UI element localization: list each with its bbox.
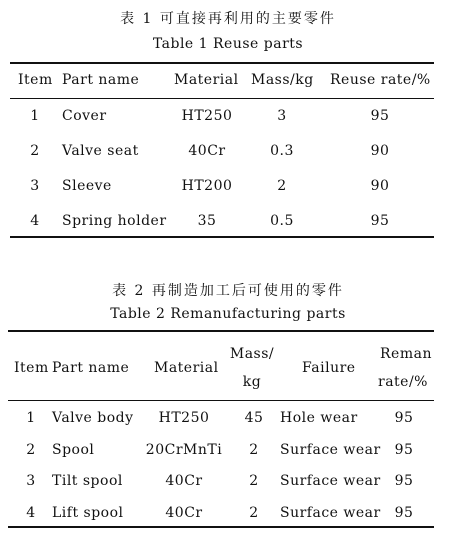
table1-row1-material: HT250 bbox=[181, 108, 233, 124]
table2-row1-part: Valve body bbox=[52, 410, 134, 426]
table1-row1-part: Cover bbox=[62, 108, 107, 124]
table2-header-material: Material bbox=[154, 360, 219, 376]
table2-row1-rate: 95 bbox=[394, 410, 414, 426]
table1-row1-mass: 3 bbox=[277, 108, 287, 124]
table1-bottom-rule bbox=[10, 236, 434, 238]
table2-caption-cn: 表 2 再制造加工后可使用的零件 bbox=[112, 283, 344, 299]
table2-row4-rate: 95 bbox=[394, 505, 414, 521]
table1-header-item: Item bbox=[18, 72, 53, 88]
table2-row1-mass: 45 bbox=[244, 410, 264, 426]
table1-row1-rate: 95 bbox=[370, 108, 390, 124]
table2-row4-mass: 2 bbox=[249, 505, 259, 521]
table1-row4-material: 35 bbox=[197, 213, 217, 229]
table2-top-rule bbox=[8, 330, 434, 332]
table1-row4-rate: 95 bbox=[370, 213, 390, 229]
table2-header-rule bbox=[8, 400, 434, 401]
table2-row3-mass: 2 bbox=[249, 473, 259, 489]
table1-header-rule bbox=[10, 98, 434, 99]
table1-row3-rate: 90 bbox=[370, 178, 390, 194]
table1-row4-part: Spring holder bbox=[62, 213, 167, 229]
table2-header-reman-line1: Reman bbox=[380, 346, 432, 362]
table1-header-reuse-rate: Reuse rate/% bbox=[330, 72, 431, 88]
table2-bottom-rule bbox=[8, 526, 434, 528]
table2-row3-part: Tilt spool bbox=[52, 473, 123, 489]
table2-caption-en: Table 2 Remanufacturing parts bbox=[110, 306, 346, 322]
table2-row3-material: 40Cr bbox=[165, 473, 203, 489]
table1-header-part-name: Part name bbox=[62, 72, 140, 88]
table2-header-mass-line1: Mass/ bbox=[229, 346, 275, 362]
table2-row2-mass: 2 bbox=[249, 442, 259, 458]
table2-row4-part: Lift spool bbox=[52, 505, 124, 521]
table2-row4-material: 40Cr bbox=[165, 505, 203, 521]
table1-row1-item: 1 bbox=[30, 108, 40, 124]
table2-row2-part: Spool bbox=[52, 442, 95, 458]
table2-row1-material: HT250 bbox=[158, 410, 210, 426]
table2-row2-material: 20CrMnTi bbox=[145, 442, 223, 458]
table2-header-part-name: Part name bbox=[52, 360, 130, 376]
table1-row3-material: HT200 bbox=[181, 178, 233, 194]
table1-row2-material: 40Cr bbox=[188, 143, 226, 159]
table1-caption-cn: 表 1 可直接再利用的主要零件 bbox=[120, 11, 336, 27]
table2-header-reman-line2: rate/% bbox=[378, 374, 428, 390]
table1-row3-mass: 2 bbox=[277, 178, 287, 194]
table1-row4-item: 4 bbox=[30, 213, 40, 229]
table2-row2-failure: Surface wear bbox=[280, 442, 381, 458]
table2-header-item: Item bbox=[14, 360, 49, 376]
table1-row2-mass: 0.3 bbox=[270, 143, 294, 159]
table2-row3-rate: 95 bbox=[394, 473, 414, 489]
table2-row2-rate: 95 bbox=[394, 442, 414, 458]
table1-caption-en: Table 1 Reuse parts bbox=[152, 36, 304, 52]
table2-row2-item: 2 bbox=[26, 442, 36, 458]
table2-header-failure: Failure bbox=[302, 360, 356, 376]
table1-row2-rate: 90 bbox=[370, 143, 390, 159]
table1-header-mass: Mass/kg bbox=[251, 72, 314, 88]
table1-row4-mass: 0.5 bbox=[270, 213, 294, 229]
table2-row1-failure: Hole wear bbox=[280, 410, 358, 426]
table2-header-mass-line2: kg bbox=[242, 374, 262, 390]
table1-top-rule bbox=[10, 62, 434, 64]
table2-row3-item: 3 bbox=[26, 473, 36, 489]
table2-row4-item: 4 bbox=[26, 505, 36, 521]
table1-row3-part: Sleeve bbox=[62, 178, 112, 194]
table1-row3-item: 3 bbox=[30, 178, 40, 194]
table1-row2-item: 2 bbox=[30, 143, 40, 159]
table1-row2-part: Valve seat bbox=[62, 143, 139, 159]
table1-header-material: Material bbox=[174, 72, 239, 88]
table2-row1-item: 1 bbox=[26, 410, 36, 426]
table2-row4-failure: Surface wear bbox=[280, 505, 381, 521]
table2-row3-failure: Surface wear bbox=[280, 473, 381, 489]
